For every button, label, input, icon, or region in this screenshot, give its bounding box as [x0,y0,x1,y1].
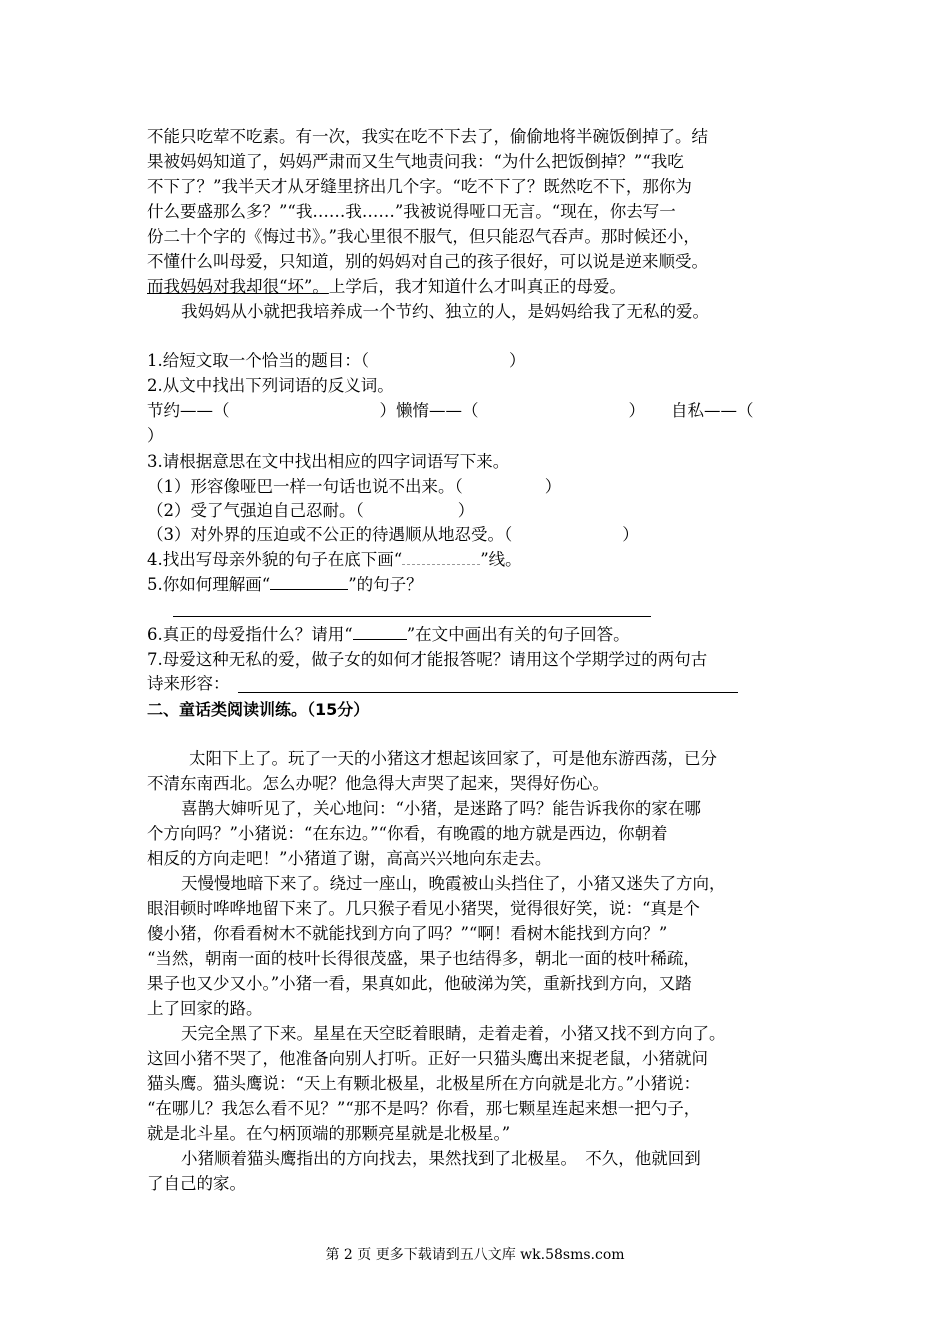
story-line-14: 猫头鹰。猫头鹰说：“天上有颗北极星，北极星所在方向就是北方。”小猪说： [147,1074,701,1093]
question-5 [147,573,423,597]
story-line-3: 喜鹊大婶听见了，关心地问：“小猪，是迷路了吗？能告诉我你的家在哪 [181,799,701,818]
story-line-5: 相反的方向走吧！”小猪道了谢，高高兴兴地向东走去。 [147,849,552,868]
story-line-13: 这回小猪不哭了，他准备向别人打听。正好一只猫头鹰出来捉老鼠，小猪就问 [147,1049,708,1068]
question-6 [147,623,630,647]
question-7-answer-line[interactable] [238,692,738,693]
section-2-heading: 二、童话类阅读训练。（15分） [147,700,370,719]
question-6-end: ”在文中画出有关的句子回答。 [406,625,630,644]
passage1-line-4: 什么要盛那么多？”“我……我……”我被说得哑口无言。“现在，你去写一 [147,202,676,221]
antonym-2-label: ）懒惰——（ [379,401,479,420]
passage1-line-5: 份二十个字的《悔过书》。”我心里很不服气，但只能忍气吞声。那时候还小， [147,227,700,246]
story-line-17: 小猪顺着猫头鹰指出的方向找去，果然找到了北极星。 不久，他就回到 [181,1149,701,1168]
story-line-9: “当然，朝南一面的枝叶长得很茂盛，果子也结得多，朝北一面的枝叶稀疏， [147,949,700,968]
question-3-2 [147,499,474,523]
antonym-2-paren-close: ） [628,401,645,420]
question-3-1-paren-close: ） [544,477,562,496]
question-3-2-paren-close: ） [457,501,475,520]
story-line-6: 天慢慢地暗下来了。绕过一座山，晚霞被山头挡住了，小猪又迷失了方向， [181,874,726,893]
passage1-line-3: 不下了？”我半天才从牙缝里挤出几个字。“吃不下了？既然吃不下，那你为 [147,177,692,196]
straight-line-mark [270,573,348,590]
passage1-closing: 我妈妈从小就把我培养成一个节约、独立的人，是妈妈给我了无私的爱。 [181,302,709,321]
page-footer: 第 2 页 更多下载请到五八文库 wk.58sms.com [325,1247,625,1263]
passage1-line-6: 不懂什么叫母爱，只知道，别的妈妈对自己的孩子很好，可以说是逆来顺受。 [147,252,708,271]
question-2: 2.从文中找出下列词语的反义词。 [147,376,394,395]
question-5-answer-line[interactable] [173,616,651,617]
question-3-2-text: （2）受了气强迫自己忍耐。（ [147,501,364,520]
story-line-18: 了自己的家。 [147,1174,246,1193]
question-3-3 [147,523,639,547]
story-line-8: 傻小猪，你看看树木不就能找到方向了吗？”“啊！看树木能找到方向？” [147,924,668,943]
story-line-7: 眼泪顿时哗哗地留下来了。几只猴子看见小猪哭，觉得很好笑，说：“真是个 [147,899,700,918]
question-1 [147,349,526,373]
story-line-16: 就是北斗星。在勺柄顶端的那颗亮星就是北极星。” [147,1124,511,1143]
question-1-text: 1.给短文取一个恰当的题目：（ [147,351,369,370]
question-7-line-2: 诗来形容： [147,674,230,693]
antonym-3-paren-close: ） [147,426,164,445]
story-line-10: 果子也又少又小。”小猪一看，果真如此，他破涕为笑，重新找到方向，又踏 [147,974,692,993]
question-3-1-text: （1）形容像哑巴一样一句话也说不出来。（ [147,477,463,496]
question-2-antonyms [147,399,754,423]
story-line-2: 不清东南西北。怎么办呢？他急得大声哭了起来，哭得好伤心。 [147,774,609,793]
question-3: 3.请根据意思在文中找出相应的四字词语写下来。 [147,452,510,471]
antonym-1-label: 节约——（ [147,401,230,420]
passage1-line-2: 果被妈妈知道了，妈妈严肃而又生气地责问我：“为什么把饭倒掉？”“我吃 [147,152,684,171]
question-3-1 [147,475,561,499]
underline-mark [353,623,407,640]
underlined-sentence: 而我妈妈对我却很“坏”。 [147,277,329,296]
question-6-text: 6.真正的母爱指什么？请用“ [147,625,353,644]
question-1-paren-close: ） [509,351,526,370]
question-5-text: 5.你如何理解画“ [147,575,271,594]
question-4 [147,548,522,572]
question-5-end: ”的句子？ [348,575,423,594]
question-7-line-1: 7.母爱这种无私的爱，做子女的如何才能报答呢？请用这个学期学过的两句古 [147,650,708,669]
question-4-text: 4.找出写母亲外貌的句子在底下画“ [147,550,403,569]
question-3-3-text: （3）对外界的压迫或不公正的待遇顺从地忍受。（ [147,525,513,544]
passage1-line-7 [147,275,626,299]
story-line-12: 天完全黑了下来。星星在天空眨着眼睛，走着走着，小猪又找不到方向了。 [181,1024,726,1043]
wavy-line-mark [402,554,480,565]
passage1-line-7-rest: 上学后，我才知道什么才叫真正的母爱。 [328,277,626,296]
question-3-3-paren-close: ） [622,525,639,544]
story-line-4: 个方向吗？”小猪说：“在东边。”“你看，有晚霞的地方就是西边，你朝着 [147,824,668,843]
story-line-15: “在哪儿？我怎么看不见？”“那不是吗？你看，那七颗星连起来想一把勺子， [147,1099,701,1118]
story-line-1: 太阳下上了。玩了一天的小猪这才想起该回家了，可是他东游西荡，已分 [189,749,717,768]
antonym-3-label: 自私——（ [671,401,754,420]
story-line-11: 上了回家的路。 [147,999,263,1018]
passage1-line-1: 不能只吃荤不吃素。有一次，我实在吃不下去了，偷偷地将半碗饭倒掉了。结 [147,127,708,146]
question-4-end: ”线。 [480,550,522,569]
